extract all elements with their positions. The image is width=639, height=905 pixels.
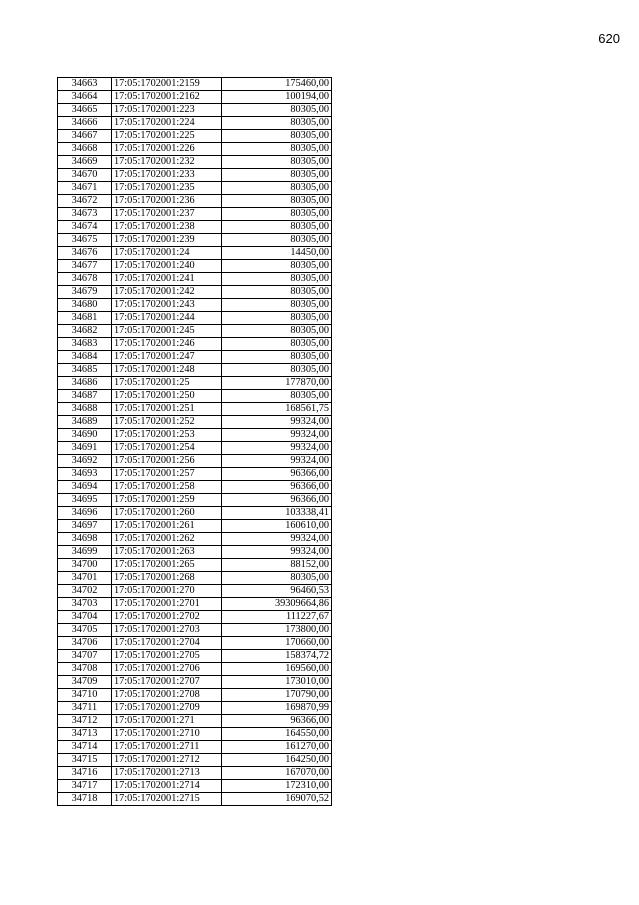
cadastral-code-cell: 17:05:1702001:246 [112, 338, 222, 351]
table-row [58, 403, 332, 416]
ledger-body [58, 78, 332, 806]
amount-cell: 164250,00 [222, 754, 332, 767]
table-row [58, 637, 332, 650]
cadastral-code-cell: 17:05:1702001:2715 [112, 793, 222, 806]
row-number-cell: 34718 [58, 793, 112, 806]
cadastral-code-cell: 17:05:1702001:2712 [112, 754, 222, 767]
amount-cell: 80305,00 [222, 143, 332, 156]
amount-cell: 80305,00 [222, 572, 332, 585]
amount-cell: 80305,00 [222, 390, 332, 403]
cadastral-code-cell: 17:05:1702001:2705 [112, 650, 222, 663]
cadastral-code-cell: 17:05:1702001:241 [112, 273, 222, 286]
row-number-cell: 34705 [58, 624, 112, 637]
amount-cell: 96460,53 [222, 585, 332, 598]
row-number-cell: 34697 [58, 520, 112, 533]
cadastral-code-cell: 17:05:1702001:263 [112, 546, 222, 559]
amount-cell: 80305,00 [222, 208, 332, 221]
table-row [58, 728, 332, 741]
table-row [58, 702, 332, 715]
cadastral-code-cell: 17:05:1702001:262 [112, 533, 222, 546]
table-row [58, 273, 332, 286]
page-number: 620 [598, 31, 620, 46]
amount-cell: 161270,00 [222, 741, 332, 754]
row-number-cell: 34665 [58, 104, 112, 117]
amount-cell: 80305,00 [222, 286, 332, 299]
cadastral-code-cell: 17:05:1702001:2714 [112, 780, 222, 793]
row-number-cell: 34709 [58, 676, 112, 689]
cadastral-code-cell: 17:05:1702001:2702 [112, 611, 222, 624]
cadastral-code-cell: 17:05:1702001:226 [112, 143, 222, 156]
table-row [58, 91, 332, 104]
table-row [58, 715, 332, 728]
row-number-cell: 34706 [58, 637, 112, 650]
amount-cell: 169070,52 [222, 793, 332, 806]
row-number-cell: 34670 [58, 169, 112, 182]
row-number-cell: 34674 [58, 221, 112, 234]
cadastral-code-cell: 17:05:1702001:2711 [112, 741, 222, 754]
row-number-cell: 34686 [58, 377, 112, 390]
table-row [58, 260, 332, 273]
table-row [58, 546, 332, 559]
amount-cell: 80305,00 [222, 117, 332, 130]
row-number-cell: 34716 [58, 767, 112, 780]
amount-cell: 158374,72 [222, 650, 332, 663]
amount-cell: 80305,00 [222, 312, 332, 325]
table-row [58, 143, 332, 156]
row-number-cell: 34689 [58, 416, 112, 429]
row-number-cell: 34684 [58, 351, 112, 364]
row-number-cell: 34668 [58, 143, 112, 156]
table-row [58, 325, 332, 338]
table-row [58, 299, 332, 312]
amount-cell: 80305,00 [222, 260, 332, 273]
row-number-cell: 34680 [58, 299, 112, 312]
row-number-cell: 34681 [58, 312, 112, 325]
row-number-cell: 34687 [58, 390, 112, 403]
table-row [58, 442, 332, 455]
amount-cell: 80305,00 [222, 195, 332, 208]
cadastral-code-cell: 17:05:1702001:242 [112, 286, 222, 299]
row-number-cell: 34708 [58, 663, 112, 676]
cadastral-code-cell: 17:05:1702001:240 [112, 260, 222, 273]
table-row [58, 780, 332, 793]
amount-cell: 14450,00 [222, 247, 332, 260]
row-number-cell: 34683 [58, 338, 112, 351]
cadastral-code-cell: 17:05:1702001:257 [112, 468, 222, 481]
row-number-cell: 34715 [58, 754, 112, 767]
row-number-cell: 34696 [58, 507, 112, 520]
row-number-cell: 34693 [58, 468, 112, 481]
amount-cell: 99324,00 [222, 455, 332, 468]
table-row [58, 507, 332, 520]
table-row [58, 494, 332, 507]
amount-cell: 173800,00 [222, 624, 332, 637]
amount-cell: 99324,00 [222, 546, 332, 559]
amount-cell: 173010,00 [222, 676, 332, 689]
row-number-cell: 34703 [58, 598, 112, 611]
table-row [58, 663, 332, 676]
row-number-cell: 34688 [58, 403, 112, 416]
row-number-cell: 34672 [58, 195, 112, 208]
row-number-cell: 34713 [58, 728, 112, 741]
cadastral-code-cell: 17:05:1702001:250 [112, 390, 222, 403]
cadastral-code-cell: 17:05:1702001:260 [112, 507, 222, 520]
amount-cell: 80305,00 [222, 156, 332, 169]
cadastral-code-cell: 17:05:1702001:245 [112, 325, 222, 338]
table-row [58, 247, 332, 260]
table-row [58, 598, 332, 611]
table-row [58, 481, 332, 494]
row-number-cell: 34671 [58, 182, 112, 195]
ledger-table [57, 77, 332, 806]
row-number-cell: 34685 [58, 364, 112, 377]
table-row [58, 741, 332, 754]
amount-cell: 99324,00 [222, 533, 332, 546]
cadastral-code-cell: 17:05:1702001:2159 [112, 78, 222, 91]
amount-cell: 103338,41 [222, 507, 332, 520]
cadastral-code-cell: 17:05:1702001:251 [112, 403, 222, 416]
row-number-cell: 34666 [58, 117, 112, 130]
amount-cell: 80305,00 [222, 338, 332, 351]
table-row [58, 104, 332, 117]
amount-cell: 99324,00 [222, 442, 332, 455]
amount-cell: 111227,67 [222, 611, 332, 624]
table-row [58, 650, 332, 663]
cadastral-code-cell: 17:05:1702001:270 [112, 585, 222, 598]
cadastral-code-cell: 17:05:1702001:259 [112, 494, 222, 507]
cadastral-code-cell: 17:05:1702001:252 [112, 416, 222, 429]
table-row [58, 754, 332, 767]
cadastral-code-cell: 17:05:1702001:223 [112, 104, 222, 117]
cadastral-code-cell: 17:05:1702001:271 [112, 715, 222, 728]
row-number-cell: 34694 [58, 481, 112, 494]
cadastral-code-cell: 17:05:1702001:265 [112, 559, 222, 572]
table-row [58, 676, 332, 689]
row-number-cell: 34707 [58, 650, 112, 663]
table-row [58, 286, 332, 299]
amount-cell: 170660,00 [222, 637, 332, 650]
table-row [58, 572, 332, 585]
row-number-cell: 34695 [58, 494, 112, 507]
table-row [58, 195, 332, 208]
cadastral-code-cell: 17:05:1702001:237 [112, 208, 222, 221]
row-number-cell: 34710 [58, 689, 112, 702]
table-row [58, 624, 332, 637]
amount-cell: 169560,00 [222, 663, 332, 676]
table-row [58, 234, 332, 247]
cadastral-code-cell: 17:05:1702001:2710 [112, 728, 222, 741]
amount-cell: 177870,00 [222, 377, 332, 390]
table-row [58, 429, 332, 442]
cadastral-code-cell: 17:05:1702001:224 [112, 117, 222, 130]
amount-cell: 99324,00 [222, 429, 332, 442]
amount-cell: 96366,00 [222, 481, 332, 494]
table-row [58, 169, 332, 182]
cadastral-code-cell: 17:05:1702001:243 [112, 299, 222, 312]
row-number-cell: 34673 [58, 208, 112, 221]
cadastral-code-cell: 17:05:1702001:2707 [112, 676, 222, 689]
amount-cell: 80305,00 [222, 130, 332, 143]
row-number-cell: 34712 [58, 715, 112, 728]
row-number-cell: 34667 [58, 130, 112, 143]
cadastral-code-cell: 17:05:1702001:256 [112, 455, 222, 468]
row-number-cell: 34669 [58, 156, 112, 169]
cadastral-code-cell: 17:05:1702001:2162 [112, 91, 222, 104]
amount-cell: 80305,00 [222, 104, 332, 117]
amount-cell: 172310,00 [222, 780, 332, 793]
row-number-cell: 34692 [58, 455, 112, 468]
table-row [58, 364, 332, 377]
amount-cell: 80305,00 [222, 169, 332, 182]
table-row [58, 520, 332, 533]
row-number-cell: 34664 [58, 91, 112, 104]
amount-cell: 80305,00 [222, 351, 332, 364]
table-row [58, 416, 332, 429]
cadastral-code-cell: 17:05:1702001:254 [112, 442, 222, 455]
cadastral-code-cell: 17:05:1702001:225 [112, 130, 222, 143]
cadastral-code-cell: 17:05:1702001:258 [112, 481, 222, 494]
cadastral-code-cell: 17:05:1702001:232 [112, 156, 222, 169]
table-row [58, 793, 332, 806]
table-row [58, 351, 332, 364]
amount-cell: 167070,00 [222, 767, 332, 780]
cadastral-code-cell: 17:05:1702001:239 [112, 234, 222, 247]
amount-cell: 175460,00 [222, 78, 332, 91]
table-row [58, 390, 332, 403]
cadastral-code-cell: 17:05:1702001:253 [112, 429, 222, 442]
table-row [58, 468, 332, 481]
row-number-cell: 34690 [58, 429, 112, 442]
amount-cell: 80305,00 [222, 182, 332, 195]
amount-cell: 80305,00 [222, 234, 332, 247]
cadastral-code-cell: 17:05:1702001:235 [112, 182, 222, 195]
table-row [58, 208, 332, 221]
amount-cell: 100194,00 [222, 91, 332, 104]
row-number-cell: 34711 [58, 702, 112, 715]
amount-cell: 88152,00 [222, 559, 332, 572]
cadastral-code-cell: 17:05:1702001:2706 [112, 663, 222, 676]
amount-cell: 80305,00 [222, 221, 332, 234]
table-row [58, 312, 332, 325]
table-row [58, 767, 332, 780]
row-number-cell: 34676 [58, 247, 112, 260]
table-row [58, 611, 332, 624]
row-number-cell: 34682 [58, 325, 112, 338]
amount-cell: 80305,00 [222, 325, 332, 338]
row-number-cell: 34700 [58, 559, 112, 572]
amount-cell: 80305,00 [222, 299, 332, 312]
row-number-cell: 34701 [58, 572, 112, 585]
table-row [58, 156, 332, 169]
table-row [58, 338, 332, 351]
cadastral-code-cell: 17:05:1702001:238 [112, 221, 222, 234]
amount-cell: 170790,00 [222, 689, 332, 702]
row-number-cell: 34704 [58, 611, 112, 624]
amount-cell: 80305,00 [222, 273, 332, 286]
table-row [58, 585, 332, 598]
amount-cell: 169870,99 [222, 702, 332, 715]
table-row [58, 130, 332, 143]
table-row [58, 559, 332, 572]
cadastral-code-cell: 17:05:1702001:248 [112, 364, 222, 377]
cadastral-code-cell: 17:05:1702001:2709 [112, 702, 222, 715]
amount-cell: 39309664,86 [222, 598, 332, 611]
amount-cell: 96366,00 [222, 494, 332, 507]
cadastral-code-cell: 17:05:1702001:2713 [112, 767, 222, 780]
amount-cell: 99324,00 [222, 416, 332, 429]
amount-cell: 164550,00 [222, 728, 332, 741]
cadastral-code-cell: 17:05:1702001:2701 [112, 598, 222, 611]
table-row [58, 182, 332, 195]
row-number-cell: 34677 [58, 260, 112, 273]
row-number-cell: 34714 [58, 741, 112, 754]
row-number-cell: 34679 [58, 286, 112, 299]
row-number-cell: 34717 [58, 780, 112, 793]
row-number-cell: 34675 [58, 234, 112, 247]
amount-cell: 96366,00 [222, 715, 332, 728]
table-row [58, 533, 332, 546]
row-number-cell: 34699 [58, 546, 112, 559]
table-row [58, 377, 332, 390]
row-number-cell: 34663 [58, 78, 112, 91]
cadastral-code-cell: 17:05:1702001:268 [112, 572, 222, 585]
cadastral-code-cell: 17:05:1702001:2708 [112, 689, 222, 702]
table-row [58, 221, 332, 234]
cadastral-code-cell: 17:05:1702001:2704 [112, 637, 222, 650]
table-row [58, 455, 332, 468]
cadastral-code-cell: 17:05:1702001:236 [112, 195, 222, 208]
table-row [58, 689, 332, 702]
table-row [58, 117, 332, 130]
amount-cell: 160610,00 [222, 520, 332, 533]
amount-cell: 96366,00 [222, 468, 332, 481]
cadastral-code-cell: 17:05:1702001:233 [112, 169, 222, 182]
row-number-cell: 34678 [58, 273, 112, 286]
cadastral-code-cell: 17:05:1702001:2703 [112, 624, 222, 637]
row-number-cell: 34698 [58, 533, 112, 546]
amount-cell: 168561,75 [222, 403, 332, 416]
row-number-cell: 34691 [58, 442, 112, 455]
cadastral-code-cell: 17:05:1702001:244 [112, 312, 222, 325]
cadastral-code-cell: 17:05:1702001:24 [112, 247, 222, 260]
table-row [58, 78, 332, 91]
cadastral-code-cell: 17:05:1702001:261 [112, 520, 222, 533]
cadastral-code-cell: 17:05:1702001:25 [112, 377, 222, 390]
cadastral-code-cell: 17:05:1702001:247 [112, 351, 222, 364]
amount-cell: 80305,00 [222, 364, 332, 377]
row-number-cell: 34702 [58, 585, 112, 598]
